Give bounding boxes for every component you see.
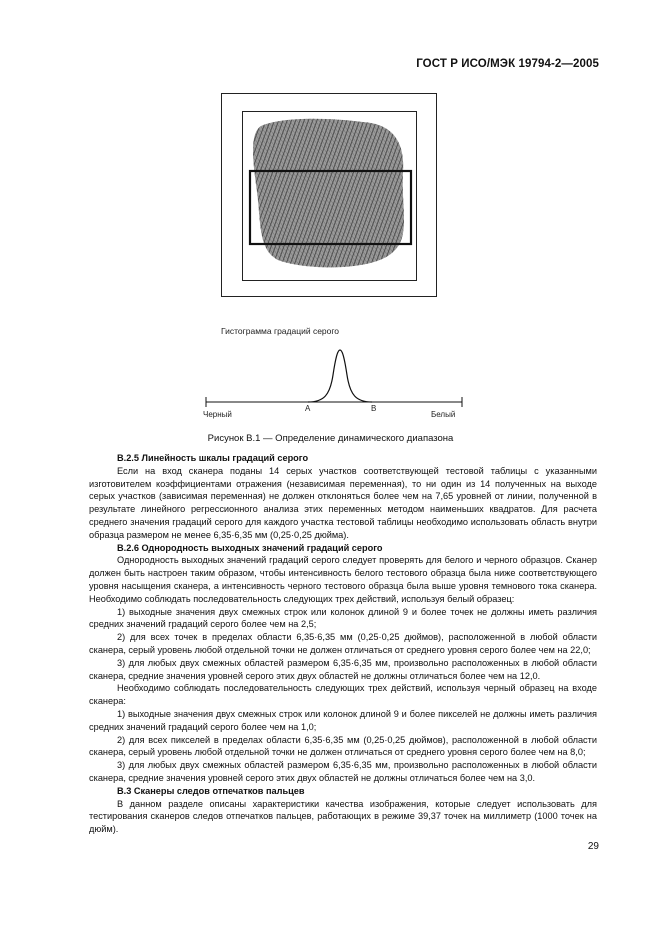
axis-label-black: Черный	[203, 410, 232, 419]
paragraph: В данном разделе описаны характеристики качества изображения, которые следует использовать для тестирования сканеров следов отпечатков пальцев, работающих в режиме 39,37 точек на миллиметр (1000 точек на дюйм).	[89, 798, 597, 835]
list-item: 1) выходные значения двух смежных строк или колонок длиной 9 и более точек не должны иметь различия средних значений градаций серого более чем на 2,5;	[89, 606, 597, 630]
list-item: 3) для любых двух смежных областей размером 6,35·6,35 мм, произвольно расположенных в любой области сканера, средние значения уровней серого этих двух областей не должны отличаться более чем на 12,0.	[89, 657, 597, 681]
paragraph: Однородность выходных значений градаций серого следует проверять для белого и черного образцов. Сканер должен быть настроен таким образом, чтобы интенсивность белого тестового образца была ниже соответствующего уровня насыщения сканера, а интенсивность черного тестового образца была выше уровня темнового тока сканера. Необходимо соблюдать последовательность следующих трех действий, используя белый образец:	[89, 555, 597, 604]
histogram-plot	[200, 345, 470, 415]
section-title: В.2.5 Линейность шкалы градаций серого	[117, 453, 309, 463]
axis-label-white: Белый	[431, 410, 456, 419]
document-body	[89, 452, 597, 836]
list-item: 2) для всех пикселей в пределах области 6,35·6,35 мм (0,25·0,25 дюймов), расположенной в любой области сканера, серый уровень любой отдельной точки не должен отличаться от среднего уровня серого более чем на 8,0;	[89, 734, 597, 758]
fingerprint-image-panel	[242, 111, 417, 281]
section-title: В.3 Сканеры следов отпечатков пальцев	[117, 785, 305, 796]
histogram-curve	[308, 350, 372, 402]
fingerprint-figure-frame	[221, 93, 437, 297]
paragraph: Если на вход сканера поданы 14 серых участков соответствующей тестовой таблицы с указанными изготовителем коэффициентами отражения (независимая переменная), то ни один из 14 полученных на выходе серых участков (зависимая переменная) не должен отклоняться более чем на 7,65 уровней от линии, полученной в результате линейного регрессионного анализа этих переменных методом наименьших квадратов. Для расчета среднего значения градаций серого для каждого участка тестовой таблицы необходимо использовать область внутри образца размером не менее 6,35·6,35 мм (0,25·0,25 дюйма).	[89, 465, 597, 540]
list-item: 2) для всех точек в пределах области 6,35·6,35 мм (0,25·0,25 дюймов), расположенной в любой области сканера, серый уровень любой отдельной точки не должен отличаться от среднего уровня серого более чем на 22,0;	[89, 632, 597, 655]
fingerprint-image	[243, 112, 416, 280]
section-title: В.2.6 Однородность выходных значений градаций серого	[117, 542, 383, 553]
list-item: 3) для любых двух смежных областей размером 6,35·6,35 мм, произвольно расположенных в любой области сканера, средние значения уровней серого этих двух областей не должны отличаться более чем на 3,0.	[89, 760, 597, 783]
axis-label-b: B	[371, 404, 377, 413]
figure-caption: Рисунок В.1 — Определение динамического диапазона	[207, 433, 454, 444]
axis-label-a: A	[305, 404, 311, 413]
list-item: 1) выходные значения двух смежных строк или колонок длиной 9 и более пикселей не должны иметь различия средних значений градаций серого более чем на 1,0;	[89, 708, 597, 732]
histogram-title: Гистограмма градаций серого	[221, 326, 340, 336]
page-number: 29	[587, 841, 599, 852]
paragraph: Необходимо соблюдать последовательность следующих трех действий, используя черный образец на входе сканера:	[89, 683, 597, 707]
document-header: ГОСТ Р ИСО/МЭК 19794-2—2005	[416, 58, 599, 70]
